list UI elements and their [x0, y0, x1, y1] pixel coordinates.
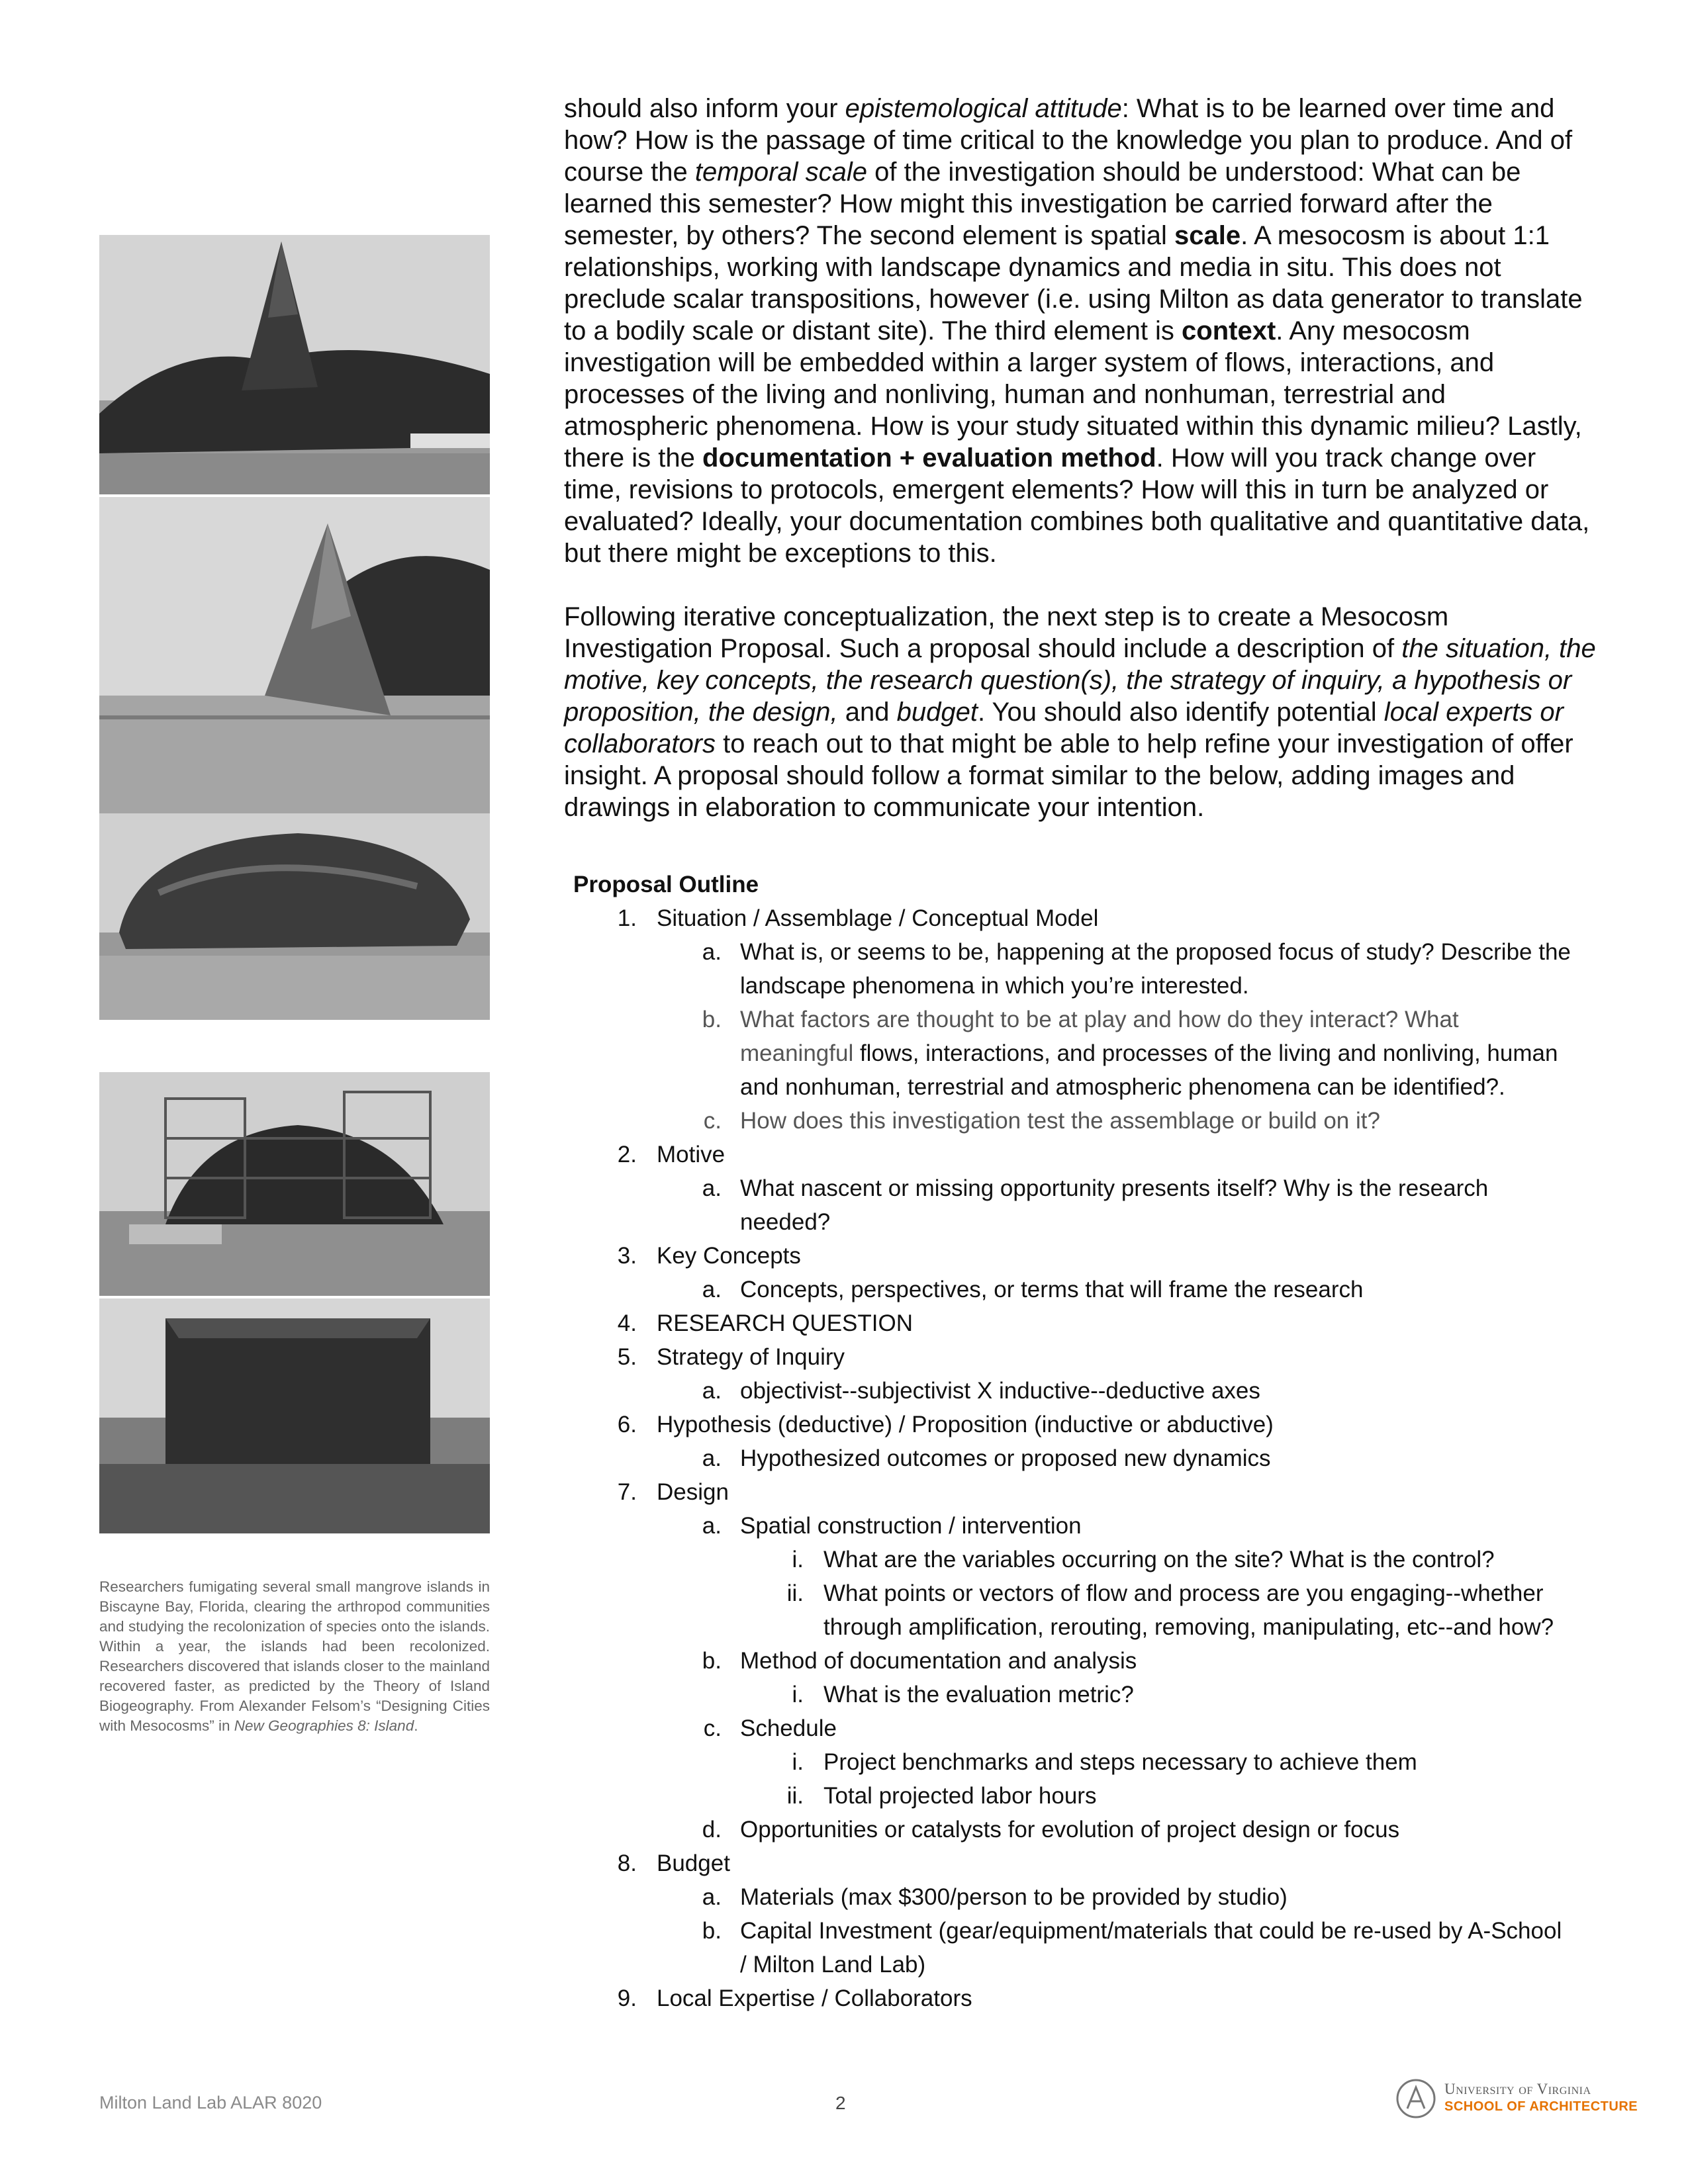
list-item: 9. Local Expertise / Collaborators — [617, 1985, 972, 2011]
list-item: c. Schedule — [703, 1715, 837, 1741]
photo-tented-island-pyramid — [99, 235, 490, 494]
list-item: 3. Key Concepts — [617, 1243, 801, 1269]
list-item: 4. RESEARCH QUESTION — [617, 1310, 913, 1336]
list-item: a. What nascent or missing opportunity presents itself? Why is the research needed? — [702, 1175, 1489, 1235]
photo-caption: Researchers fumigating several small mangrove islands in Biscayne Bay, Florida, clearing the arthropod communities and studying the recolonization of species onto the islands. Within a year, the islands had been recolonized. Researchers discovered that islands closer to the mainland recovered faster, as predicted by the Theory of Island Biogeography. From Alexander Felsom’s “Designing Cities with Mesocosms” in New Geographies 8: Island. — [99, 1578, 490, 1734]
list-item: 8. Budget — [617, 1850, 730, 1876]
body-text — [564, 93, 1597, 823]
list-item: a. Materials (max $300/person to be provided by studio) — [702, 1884, 1288, 1910]
list-item: ii. What points or vectors of flow and process are you engaging--whether through amplification, rerouting, removing, manipulating, etc--and how? — [786, 1580, 1554, 1640]
footer-course-label: Milton Land Lab ALAR 8020 — [99, 2093, 322, 2113]
proposal-outline — [0, 901, 1688, 2015]
photo-tented-island-sail — [99, 497, 490, 813]
list-item: ii. Total projected labor hours — [786, 1783, 1097, 1809]
list-item: b. Method of documentation and analysis — [702, 1648, 1137, 1674]
list-item: b. Capital Investment (gear/equipment/materials that could be re-used by A-School / Milton Land Lab) — [702, 1918, 1562, 1978]
list-item: a. Hypothesized outcomes or proposed new dynamics — [702, 1445, 1271, 1471]
list-item: 7. Design — [617, 1479, 729, 1505]
list-item: i. What is the evaluation metric? — [792, 1682, 1134, 1707]
list-item: c. How does this investigation test the assemblage or build on it? — [703, 1108, 1380, 1134]
outline-title: Proposal Outline — [573, 872, 759, 897]
paragraph-scale-context: should also inform your epistemological attitude: What is to be learned over time and how? How is the passage of time critical to the knowledge you plan to produce. And of course the temporal scale of the investigation should be understood: What can be learned this semester? How might this investigation be carried forward after the semester, by others? The second element is spatial scale. A mesocosm is about 1:1 relationships, working with landscape dynamics and media in situ. This does not preclude scalar transpositions, however (i.e. using Milton as data generator to translate to a bodily scale or distant site). The third element is context. Any mesocosm investigation will be embedded within a larger system of flows, interactions, and processes of the living and nonliving, human and nonhuman, terrestrial and atmospheric phenomena. How is your study situated within this dynamic milieu? Lastly, there is the documentation + evaluation method. How will you track change over time, revisions to protocols, emergent elements? How will this in turn be analyzed or evaluated? Ideally, your documentation combines both qualitative and quantitative data, but there might be exceptions to this. — [564, 94, 1590, 568]
list-item: 2. Motive — [617, 1142, 726, 1167]
rotunda-a-icon — [1395, 2078, 1436, 2119]
list-item: 6. Hypothesis (deductive) / Proposition (inductive or abductive) — [617, 1412, 1274, 1437]
page-number: 2 — [835, 2093, 846, 2113]
paragraph-proposal: Following iterative conceptualization, the next step is to create a Mesocosm Investigation Proposal. Such a proposal should include a description of the situation, the motive, key concepts, the research question(s), the strategy of inquiry, a hypothesis or proposition, the design, and budget. You should also identify potential local experts or collaborators to reach out to that might be able to help refine your investigation of offer insight. A proposal should follow a format similar to the below, adding images and drawings in elaboration to communicate your intention. — [564, 602, 1596, 822]
uva-architecture-logo: University of Virginia SCHOOL OF ARCHITECTURE — [1395, 2077, 1587, 2123]
list-item: a. objectivist--subjectivist X inductive--deductive axes — [702, 1378, 1260, 1404]
list-item: i. Project benchmarks and steps necessary to achieve them — [792, 1749, 1417, 1775]
list-item: a. What is, or seems to be, happening at the proposed focus of study? Describe the landscape phenomena in which you’re interested. — [702, 939, 1571, 999]
list-item: 1. Situation / Assemblage / Conceptual Model — [617, 905, 1099, 931]
list-item: 5. Strategy of Inquiry — [617, 1344, 845, 1370]
list-item: i. What are the variables occurring on the site? What is the control? — [792, 1547, 1495, 1572]
list-item: a. Concepts, perspectives, or terms that will frame the research — [702, 1277, 1364, 1302]
list-item: a. Spatial construction / intervention — [702, 1513, 1082, 1539]
list-item: d. Opportunities or catalysts for evolution of project design or focus — [702, 1817, 1400, 1843]
list-item: b. What factors are thought to be at play and how do they interact? What meaningful flows, interactions, and processes of the living and nonliving, human and nonhuman, terrestrial and atmospheric phenomena can be identified?. — [702, 1007, 1558, 1100]
